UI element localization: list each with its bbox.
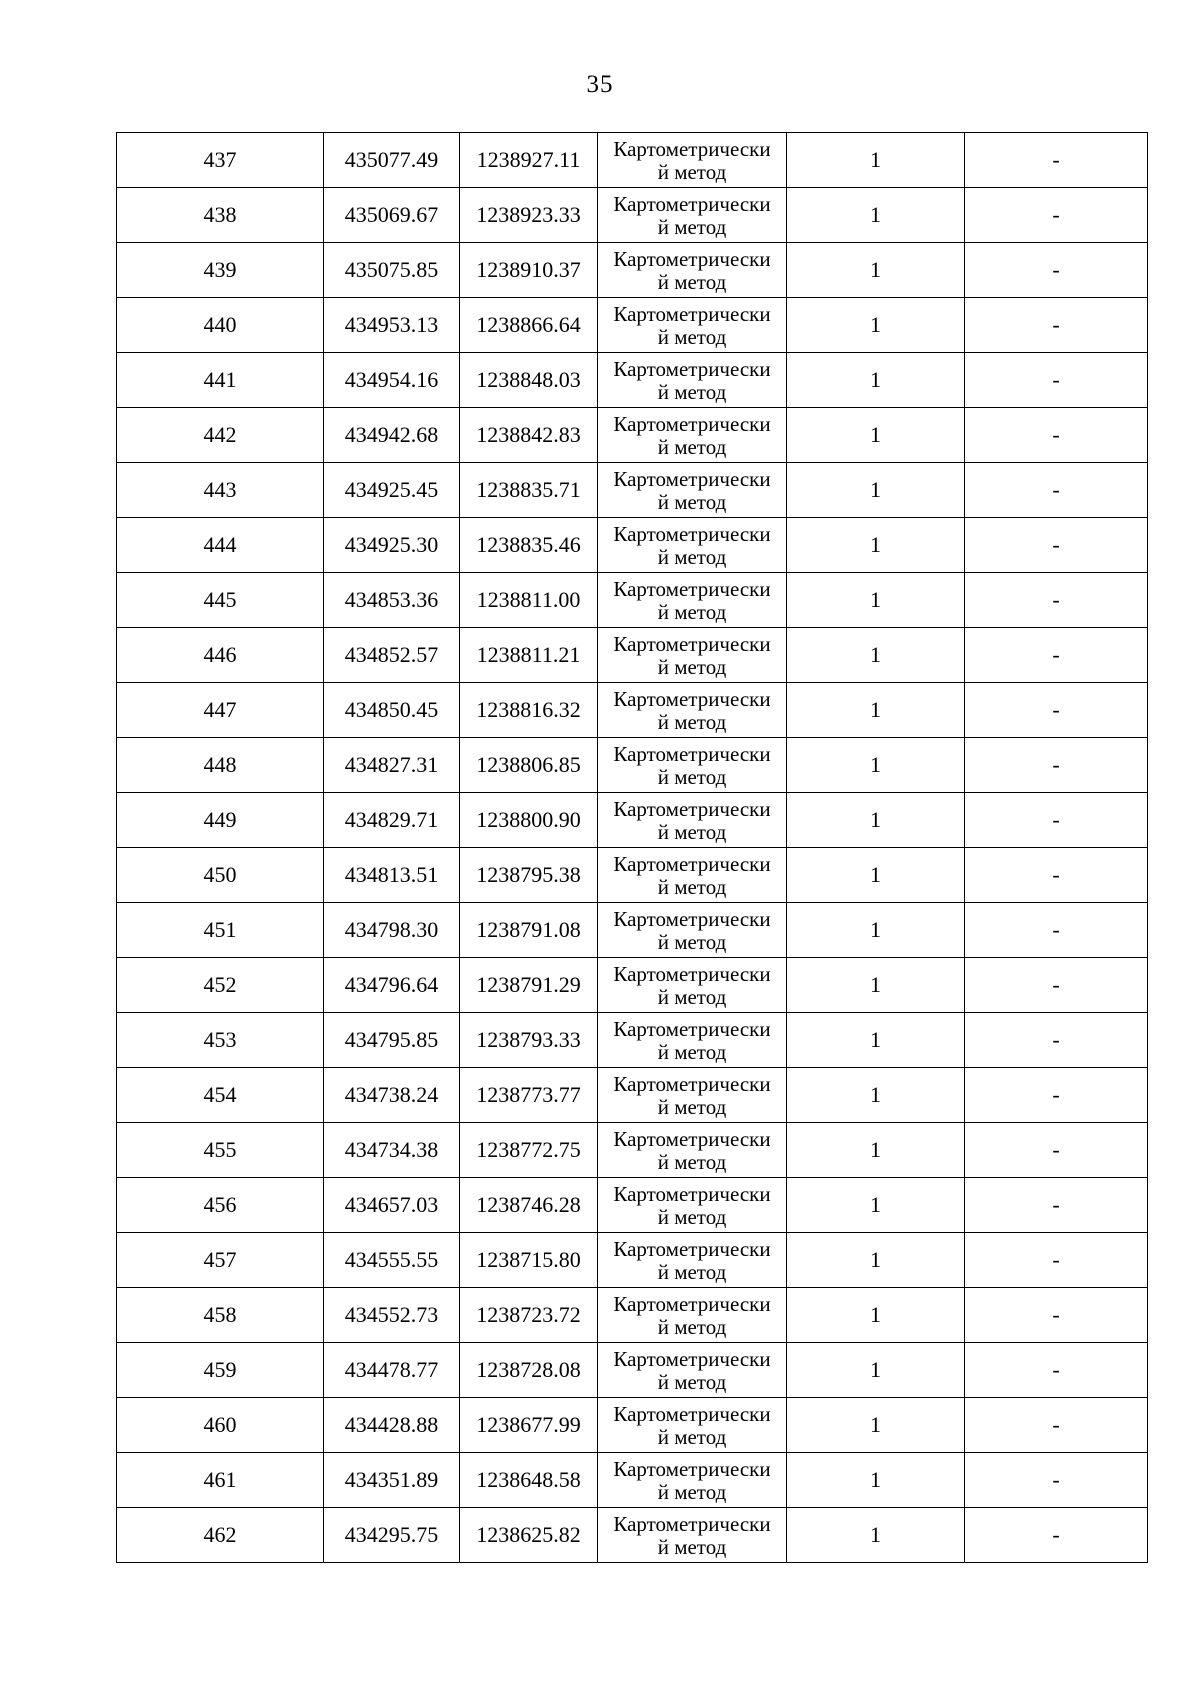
method-text-line1: Картометрически [613,466,771,491]
x-coordinate-cell: 434954.16 [324,353,460,408]
accuracy-cell: 1 [787,1068,965,1123]
table-row [117,188,1148,243]
x-coordinate-cell: 435069.67 [324,188,460,243]
method-text-line2: й метод [657,1479,727,1504]
note-cell: - [965,1508,1148,1563]
method-text-line1: Картометрически [613,411,771,436]
point-number-cell: 456 [117,1178,324,1233]
y-coordinate-cell: 1238835.46 [460,518,598,573]
y-coordinate-cell: 1238795.38 [460,848,598,903]
table-row [117,848,1148,903]
method-text-line2: й метод [657,764,727,789]
method-text-line2: й метод [657,819,727,844]
x-coordinate-cell: 434829.71 [324,793,460,848]
x-coordinate-cell: 434953.13 [324,298,460,353]
y-coordinate-cell: 1238800.90 [460,793,598,848]
note-cell: - [965,903,1148,958]
table-row [117,1013,1148,1068]
accuracy-cell: 1 [787,683,965,738]
coordinates-table [116,132,1148,1563]
point-number-cell: 437 [117,133,324,188]
table-row [117,1508,1148,1563]
y-coordinate-cell: 1238811.00 [460,573,598,628]
method-text-line2: й метод [657,599,727,624]
y-coordinate-cell: 1238835.71 [460,463,598,518]
method-cell [598,903,787,958]
note-cell: - [965,188,1148,243]
point-number-cell: 452 [117,958,324,1013]
table-row [117,243,1148,298]
y-coordinate-cell: 1238927.11 [460,133,598,188]
method-cell [598,1343,787,1398]
method-text-line1: Картометрически [613,796,771,821]
note-cell: - [965,1178,1148,1233]
x-coordinate-cell: 434853.36 [324,573,460,628]
point-number-cell: 453 [117,1013,324,1068]
method-cell [598,683,787,738]
accuracy-cell: 1 [787,243,965,298]
accuracy-cell: 1 [787,298,965,353]
table-row [117,903,1148,958]
note-cell: - [965,793,1148,848]
note-cell: - [965,1398,1148,1453]
table-row [117,793,1148,848]
accuracy-cell: 1 [787,848,965,903]
accuracy-cell: 1 [787,408,965,463]
method-text-line1: Картометрически [613,1181,771,1206]
accuracy-cell: 1 [787,1178,965,1233]
method-cell [598,1398,787,1453]
x-coordinate-cell: 434796.64 [324,958,460,1013]
method-cell [598,463,787,518]
x-coordinate-cell: 434428.88 [324,1398,460,1453]
point-number-cell: 439 [117,243,324,298]
method-text-line1: Картометрически [613,961,771,986]
table-row [117,1178,1148,1233]
method-cell [598,793,787,848]
y-coordinate-cell: 1238648.58 [460,1453,598,1508]
point-number-cell: 454 [117,1068,324,1123]
table-row [117,573,1148,628]
method-text-line1: Картометрически [613,851,771,876]
accuracy-cell: 1 [787,793,965,848]
table-row [117,1233,1148,1288]
accuracy-cell: 1 [787,958,965,1013]
note-cell: - [965,518,1148,573]
x-coordinate-cell: 434555.55 [324,1233,460,1288]
accuracy-cell: 1 [787,518,965,573]
note-cell: - [965,1288,1148,1343]
point-number-cell: 446 [117,628,324,683]
x-coordinate-cell: 435077.49 [324,133,460,188]
method-text-line1: Картометрически [613,1016,771,1041]
accuracy-cell: 1 [787,133,965,188]
method-cell [598,408,787,463]
method-text-line1: Картометрически [613,136,771,161]
note-cell: - [965,1123,1148,1178]
method-text-line1: Картометрически [613,1291,771,1316]
point-number-cell: 448 [117,738,324,793]
method-cell [598,848,787,903]
table-row [117,628,1148,683]
method-text-line1: Картометрически [613,1126,771,1151]
method-cell [598,628,787,683]
y-coordinate-cell: 1238811.21 [460,628,598,683]
point-number-cell: 461 [117,1453,324,1508]
x-coordinate-cell: 435075.85 [324,243,460,298]
method-text-line2: й метод [657,709,727,734]
method-text-line2: й метод [657,1204,727,1229]
x-coordinate-cell: 434657.03 [324,1178,460,1233]
x-coordinate-cell: 434798.30 [324,903,460,958]
method-text-line1: Картометрически [613,191,771,216]
table-body [117,133,1148,1563]
y-coordinate-cell: 1238715.80 [460,1233,598,1288]
method-text-line1: Картометрически [613,576,771,601]
note-cell: - [965,573,1148,628]
point-number-cell: 460 [117,1398,324,1453]
note-cell: - [965,463,1148,518]
table-row [117,738,1148,793]
table-row [117,353,1148,408]
note-cell: - [965,1233,1148,1288]
note-cell: - [965,1343,1148,1398]
method-text-line1: Картометрически [613,1346,771,1371]
accuracy-cell: 1 [787,903,965,958]
page-number: 35 [586,71,614,98]
y-coordinate-cell: 1238866.64 [460,298,598,353]
method-cell [598,958,787,1013]
method-text-line2: й метод [657,159,727,184]
method-text-line2: й метод [657,874,727,899]
y-coordinate-cell: 1238910.37 [460,243,598,298]
point-number-cell: 451 [117,903,324,958]
accuracy-cell: 1 [787,1123,965,1178]
accuracy-cell: 1 [787,463,965,518]
method-text-line2: й метод [657,489,727,514]
y-coordinate-cell: 1238723.72 [460,1288,598,1343]
y-coordinate-cell: 1238842.83 [460,408,598,463]
point-number-cell: 450 [117,848,324,903]
method-text-line1: Картометрически [613,906,771,931]
method-text-line2: й метод [657,544,727,569]
x-coordinate-cell: 434351.89 [324,1453,460,1508]
table-row [117,518,1148,573]
point-number-cell: 455 [117,1123,324,1178]
method-text-line1: Картометрически [613,686,771,711]
method-text-line2: й метод [657,1259,727,1284]
point-number-cell: 443 [117,463,324,518]
note-cell: - [965,848,1148,903]
method-text-line1: Картометрически [613,356,771,381]
point-number-cell: 459 [117,1343,324,1398]
note-cell: - [965,958,1148,1013]
method-text-line1: Картометрически [613,246,771,271]
y-coordinate-cell: 1238793.33 [460,1013,598,1068]
method-text-line1: Картометрически [613,741,771,766]
method-cell [598,1013,787,1068]
y-coordinate-cell: 1238677.99 [460,1398,598,1453]
method-text-line2: й метод [657,214,727,239]
table-row [117,1068,1148,1123]
point-number-cell: 441 [117,353,324,408]
accuracy-cell: 1 [787,1453,965,1508]
table-row [117,298,1148,353]
method-text-line2: й метод [657,1314,727,1339]
method-cell [598,243,787,298]
x-coordinate-cell: 434850.45 [324,683,460,738]
y-coordinate-cell: 1238848.03 [460,353,598,408]
method-text-line1: Картометрически [613,1401,771,1426]
note-cell: - [965,1013,1148,1068]
point-number-cell: 445 [117,573,324,628]
method-text-line1: Картометрически [613,1511,771,1536]
method-text-line1: Картометрически [613,521,771,546]
x-coordinate-cell: 434478.77 [324,1343,460,1398]
y-coordinate-cell: 1238772.75 [460,1123,598,1178]
method-cell [598,573,787,628]
table-row [117,1453,1148,1508]
note-cell: - [965,738,1148,793]
y-coordinate-cell: 1238923.33 [460,188,598,243]
method-cell [598,353,787,408]
point-number-cell: 440 [117,298,324,353]
accuracy-cell: 1 [787,628,965,683]
method-cell [598,1453,787,1508]
method-text-line2: й метод [657,434,727,459]
x-coordinate-cell: 434925.45 [324,463,460,518]
method-text-line2: й метод [657,929,727,954]
method-cell [598,188,787,243]
method-text-line2: й метод [657,1039,727,1064]
note-cell: - [965,353,1148,408]
x-coordinate-cell: 434852.57 [324,628,460,683]
method-cell [598,1233,787,1288]
x-coordinate-cell: 434295.75 [324,1508,460,1563]
method-text-line2: й метод [657,269,727,294]
method-text-line2: й метод [657,1534,727,1559]
method-text-line1: Картометрически [613,301,771,326]
y-coordinate-cell: 1238816.32 [460,683,598,738]
method-cell [598,1123,787,1178]
x-coordinate-cell: 434795.85 [324,1013,460,1068]
x-coordinate-cell: 434827.31 [324,738,460,793]
y-coordinate-cell: 1238791.29 [460,958,598,1013]
table-row [117,463,1148,518]
method-cell [598,738,787,793]
method-text-line1: Картометрически [613,631,771,656]
method-text-line1: Картометрически [613,1236,771,1261]
method-cell [598,1178,787,1233]
method-text-line2: й метод [657,654,727,679]
y-coordinate-cell: 1238728.08 [460,1343,598,1398]
method-text-line1: Картометрически [613,1456,771,1481]
point-number-cell: 449 [117,793,324,848]
note-cell: - [965,628,1148,683]
x-coordinate-cell: 434738.24 [324,1068,460,1123]
accuracy-cell: 1 [787,1398,965,1453]
table-row [117,683,1148,738]
note-cell: - [965,133,1148,188]
x-coordinate-cell: 434734.38 [324,1123,460,1178]
method-cell [598,1068,787,1123]
accuracy-cell: 1 [787,738,965,793]
x-coordinate-cell: 434942.68 [324,408,460,463]
x-coordinate-cell: 434552.73 [324,1288,460,1343]
accuracy-cell: 1 [787,353,965,408]
y-coordinate-cell: 1238746.28 [460,1178,598,1233]
table-row [117,408,1148,463]
note-cell: - [965,408,1148,463]
accuracy-cell: 1 [787,573,965,628]
y-coordinate-cell: 1238773.77 [460,1068,598,1123]
point-number-cell: 462 [117,1508,324,1563]
accuracy-cell: 1 [787,1233,965,1288]
note-cell: - [965,298,1148,353]
method-cell [598,1288,787,1343]
point-number-cell: 458 [117,1288,324,1343]
table-row [117,1343,1148,1398]
method-cell [598,133,787,188]
point-number-cell: 444 [117,518,324,573]
table-row [117,1398,1148,1453]
x-coordinate-cell: 434813.51 [324,848,460,903]
accuracy-cell: 1 [787,1343,965,1398]
method-text-line2: й метод [657,379,727,404]
note-cell: - [965,1068,1148,1123]
table-row [117,133,1148,188]
accuracy-cell: 1 [787,1288,965,1343]
table-row [117,958,1148,1013]
note-cell: - [965,243,1148,298]
table-row [117,1123,1148,1178]
accuracy-cell: 1 [787,1508,965,1563]
method-text-line1: Картометрически [613,1071,771,1096]
point-number-cell: 457 [117,1233,324,1288]
method-cell [598,518,787,573]
y-coordinate-cell: 1238625.82 [460,1508,598,1563]
method-text-line2: й метод [657,1369,727,1394]
y-coordinate-cell: 1238791.08 [460,903,598,958]
method-text-line2: й метод [657,324,727,349]
note-cell: - [965,1453,1148,1508]
method-text-line2: й метод [657,984,727,1009]
method-cell [598,1508,787,1563]
method-cell [598,298,787,353]
accuracy-cell: 1 [787,1013,965,1068]
y-coordinate-cell: 1238806.85 [460,738,598,793]
note-cell: - [965,683,1148,738]
point-number-cell: 447 [117,683,324,738]
point-number-cell: 438 [117,188,324,243]
method-text-line2: й метод [657,1094,727,1119]
accuracy-cell: 1 [787,188,965,243]
x-coordinate-cell: 434925.30 [324,518,460,573]
method-text-line2: й метод [657,1424,727,1449]
table-row [117,1288,1148,1343]
point-number-cell: 442 [117,408,324,463]
method-text-line2: й метод [657,1149,727,1174]
